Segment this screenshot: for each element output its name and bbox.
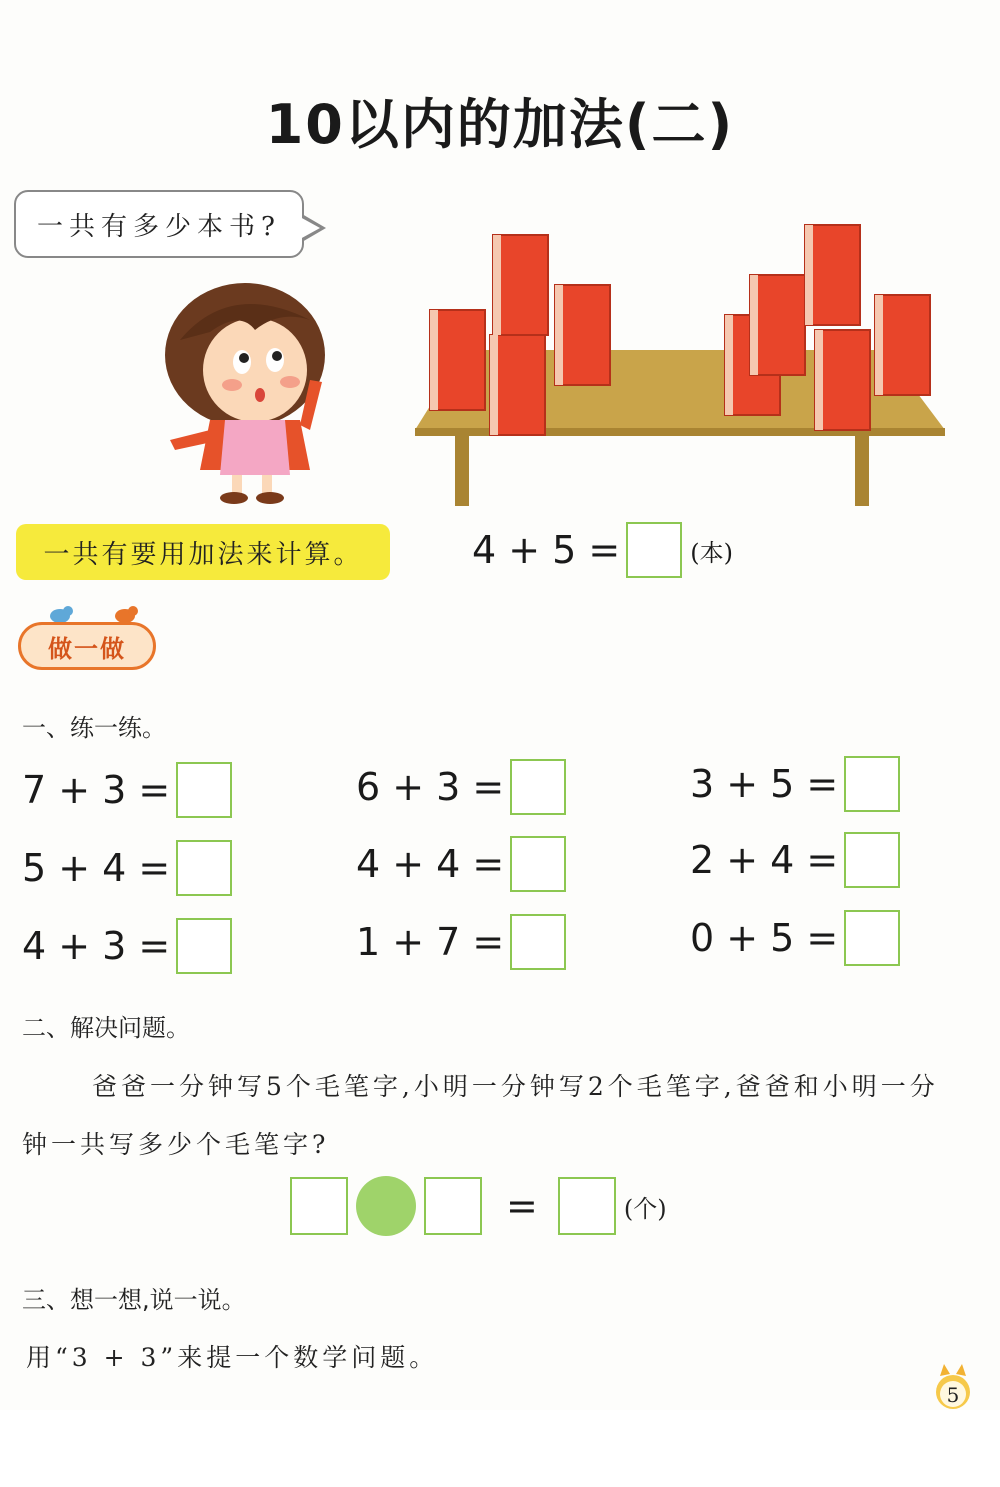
answer-box[interactable]	[626, 522, 682, 578]
section1-heading: 一、练一练。	[22, 714, 166, 742]
page-number: 5	[946, 1383, 960, 1407]
equation-expr: 5 + 4 =	[22, 846, 171, 890]
answer-box[interactable]	[844, 756, 900, 812]
exercise-equation	[22, 918, 232, 974]
equation-expr: 7 + 3 =	[22, 768, 171, 812]
operator-circle[interactable]	[356, 1176, 416, 1236]
page-number-badge	[928, 1362, 978, 1412]
equation-expr: 6 + 3 =	[356, 765, 505, 809]
speech-bubble-tail-inner	[300, 217, 320, 239]
answer-box[interactable]	[558, 1177, 616, 1235]
answer-box[interactable]	[510, 914, 566, 970]
equation-expr: 1 + 7 =	[356, 920, 505, 964]
speech-bubble: 一共有多少本书?	[14, 190, 304, 258]
equation-expr: 4 + 4 =	[356, 842, 505, 886]
answer-box[interactable]	[510, 759, 566, 815]
unit-label: (个)	[623, 1194, 667, 1223]
exercise-equation	[690, 910, 900, 966]
hint-box: 一共有要用加法来计算。	[16, 524, 390, 580]
section3-heading: 三、想一想,说一说。	[22, 1286, 246, 1314]
task-text: 用“3 + 3”来提一个数学问题。	[26, 1343, 439, 1372]
equation-expr: 3 + 5 =	[690, 762, 839, 806]
books-on-table-illustration	[405, 200, 955, 520]
exercise-equation	[22, 762, 232, 818]
exercise-equation	[356, 759, 566, 815]
exercise-equation	[356, 914, 566, 970]
section2-heading: 二、解决问题。	[22, 1014, 190, 1042]
unit-label: (本)	[690, 538, 734, 567]
equation-expr: 2 + 4 =	[690, 838, 839, 882]
page-title: 10以内的加法(二)	[265, 93, 735, 156]
exercise-equation	[22, 840, 232, 896]
answer-box[interactable]	[176, 918, 232, 974]
answer-box[interactable]	[176, 840, 232, 896]
equation-expr: 4 + 3 =	[22, 924, 171, 968]
exercise-equation	[356, 836, 566, 892]
answer-box[interactable]	[844, 832, 900, 888]
answer-equation	[290, 1176, 667, 1236]
intro-equation	[472, 522, 733, 578]
word-problem: 爸爸一分钟写5个毛笔字,小明一分钟写2个毛笔字,爸爸和小明一分钟一共写多少个毛笔字?	[22, 1072, 939, 1159]
practice-badge: 做一做	[18, 622, 156, 670]
answer-box[interactable]	[844, 910, 900, 966]
answer-box[interactable]	[510, 836, 566, 892]
exercise-equation	[690, 832, 900, 888]
number-box[interactable]	[424, 1177, 482, 1235]
girl-illustration	[150, 270, 350, 510]
number-box[interactable]	[290, 1177, 348, 1235]
answer-box[interactable]	[176, 762, 232, 818]
equation-expr: 0 + 5 =	[690, 916, 839, 960]
equals-sign: =	[506, 1184, 538, 1228]
equation-expr: 4 + 5 =	[472, 528, 621, 572]
exercise-equation	[690, 756, 900, 812]
